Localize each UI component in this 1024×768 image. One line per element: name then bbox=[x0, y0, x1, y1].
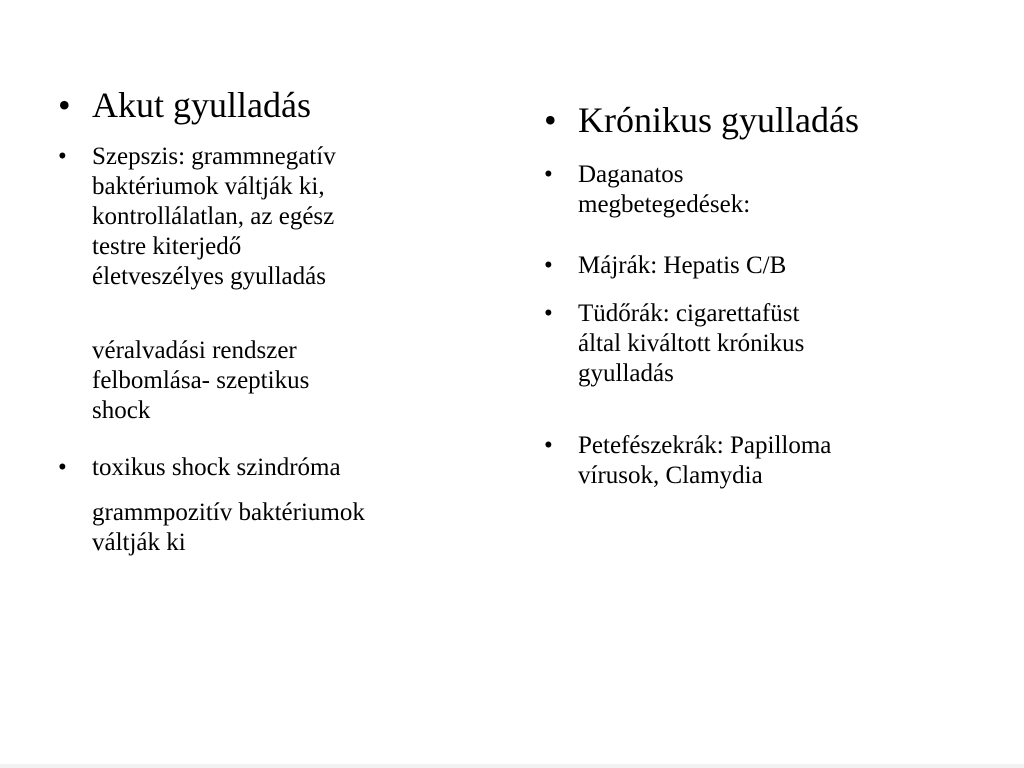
right-heading: Krónikus gyulladás bbox=[578, 100, 859, 140]
bullet-icon: • bbox=[58, 143, 67, 170]
left-bullet-text: Szepszis: grammnegatív baktériumok váltják ki, kontrollálatlan, az egész testre kiterjedő életveszélyes gyulladás bbox=[92, 143, 336, 290]
bullet-icon: • bbox=[58, 454, 67, 481]
bullet-icon: • bbox=[544, 100, 557, 140]
right-bullet-item-daganatos bbox=[544, 160, 964, 220]
bullet-icon: • bbox=[544, 432, 553, 459]
bullet-icon: • bbox=[544, 161, 553, 188]
right-bullet-item-tudorak bbox=[544, 299, 964, 389]
bottom-divider bbox=[0, 764, 1024, 768]
right-bullet-text: Daganatos megbetegedések: bbox=[578, 161, 751, 218]
bullet-icon: • bbox=[544, 300, 553, 327]
left-continuation-text: grammpozitív baktériumok váltják ki bbox=[92, 499, 365, 556]
right-bullet-text: Tüdőrák: cigarettafüst által kiváltott krónikus gyulladás bbox=[578, 300, 805, 387]
right-bullet-item-petefeszekrak bbox=[544, 431, 964, 491]
right-bullet-text: Petefészekrák: Papilloma vírusok, Clamydia bbox=[578, 432, 832, 489]
left-heading: Akut gyulladás bbox=[92, 85, 311, 125]
right-heading-item bbox=[544, 99, 964, 141]
left-bullet-item-sepsis bbox=[58, 142, 478, 292]
bullet-icon: • bbox=[58, 85, 71, 125]
left-heading-item bbox=[58, 84, 478, 126]
left-bullet-item-toxic-shock bbox=[58, 453, 478, 483]
left-continuation-text: véralvadási rendszer felbomlása- szeptikus shock bbox=[92, 337, 310, 424]
right-bullet-item-majrak bbox=[544, 251, 964, 281]
right-bullet-text: Májrák: Hepatis C/B bbox=[578, 252, 787, 279]
left-bullet-text: toxikus shock szindróma bbox=[92, 454, 341, 481]
bullet-icon: • bbox=[544, 252, 553, 279]
